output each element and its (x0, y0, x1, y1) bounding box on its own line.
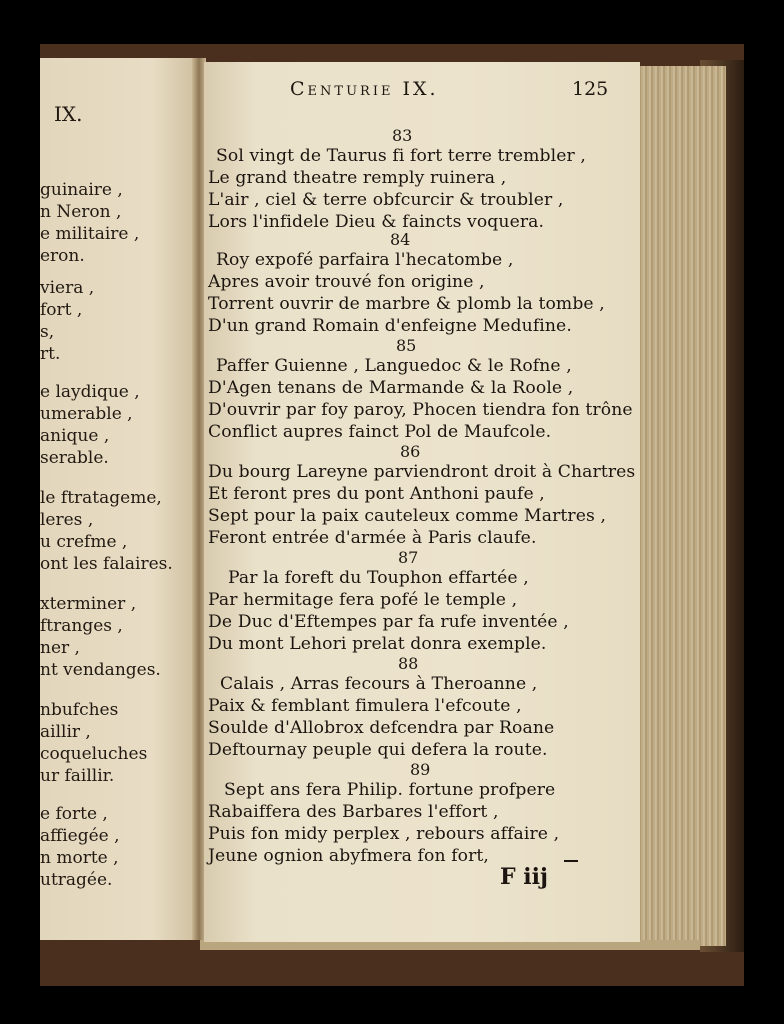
page-header (204, 76, 640, 106)
left-line: guinaire , (40, 180, 123, 200)
left-line: leres , (40, 510, 94, 530)
left-line: e militaire , (40, 224, 140, 244)
left-line: xterminer , (40, 594, 137, 614)
verse-line: Par hermitage fera pofé le temple , (208, 590, 518, 610)
left-line: u crefme , (40, 532, 128, 552)
verse-line: Sol vingt de Taurus fi fort terre trembler , (216, 146, 586, 166)
left-line: ftranges , (40, 616, 123, 636)
verse-line: Roy expofé parfaira l'hecatombe , (216, 250, 514, 270)
left-page (40, 58, 200, 940)
left-line: aillir , (40, 722, 91, 742)
quatrain-number: 87 (398, 548, 419, 567)
left-line: utragée. (40, 870, 113, 890)
verse-line: Apres avoir trouvé fon origine , (208, 272, 485, 292)
page-number: 125 (572, 78, 609, 100)
verse-line: Conflict aupres fainct Pol de Maufcole. (208, 422, 552, 442)
verse-line: Soulde d'Allobrox defcendra par Roane (208, 718, 555, 738)
quatrain-number: 86 (400, 442, 421, 461)
verse-line: Et feront pres du pont Anthoni paufe , (208, 484, 545, 504)
verse-line: L'air , ciel & terre obfcurcir & troubler , (208, 190, 564, 210)
left-line: n Neron , (40, 202, 122, 222)
verse-line: De Duc d'Eftempes par fa rufe inventée , (208, 612, 569, 632)
left-line: e laydique , (40, 382, 140, 402)
verse-line: Lors l'infidele Dieu & faincts voquera. (208, 212, 545, 232)
verse-line: Torrent ouvrir de marbre & plomb la tombe , (208, 294, 605, 314)
verse-line: Le grand theatre remply ruinera , (208, 168, 507, 188)
right-page (204, 62, 640, 942)
left-line: ur faillir. (40, 766, 115, 786)
verse-line: Paix & femblant fimulera l'efcoute , (208, 696, 522, 716)
left-line: affiegée , (40, 826, 120, 846)
verse-line: D'Agen tenans de Marmande & la Roole , (208, 378, 574, 398)
verse-line: Deftournay peuple qui defera la route. (208, 740, 548, 760)
signature-mark: F iij (500, 864, 548, 890)
quatrain-number: 84 (390, 230, 411, 249)
left-line: rt. (40, 344, 61, 364)
left-line: eron. (40, 246, 85, 266)
verse-line: Sept pour la paix cauteleux comme Martres , (208, 506, 607, 526)
verse-line: Du mont Lehori prelat donra exemple. (208, 634, 547, 654)
left-line: s, (40, 322, 55, 342)
left-line: viera , (40, 278, 95, 298)
left-line: nt vendanges. (40, 660, 161, 680)
verse-line: Feront entrée d'armée à Paris claufe. (208, 528, 537, 548)
left-line: anique , (40, 426, 110, 446)
quatrain-number: 88 (398, 654, 419, 673)
left-line: coqueluches (40, 744, 148, 764)
page-edges (636, 66, 726, 946)
left-page-heading: IX. (54, 102, 83, 126)
catchword-dash (564, 860, 578, 862)
running-title: Centurie IX. (290, 78, 439, 100)
verse-line: Sept ans fera Philip. fortune profpere (224, 780, 556, 800)
quatrain-number: 83 (392, 126, 413, 145)
verse-line: Puis fon midy perplex , rebours affaire , (208, 824, 560, 844)
left-line: le ftratageme, (40, 488, 162, 508)
verse-line: Calais , Arras fecours à Theroanne , (220, 674, 538, 694)
verse-line: Paffer Guienne , Languedoc & le Rofne , (216, 356, 572, 376)
left-line: n morte , (40, 848, 119, 868)
verse-line: Du bourg Lareyne parviendront droit à Chartres (208, 462, 636, 482)
verse-line: Par la foreft du Touphon effartée , (228, 568, 529, 588)
quatrain-number: 85 (396, 336, 417, 355)
left-line: ont les falaires. (40, 554, 173, 574)
left-line: e forte , (40, 804, 108, 824)
verse-line: D'un grand Romain d'enfeigne Medufine. (208, 316, 572, 336)
left-line: ner , (40, 638, 80, 658)
quatrain-number: 89 (410, 760, 431, 779)
verse-line: Jeune ognion abyfmera fon fort, (208, 846, 489, 866)
left-line: nbufches (40, 700, 119, 720)
verse-line: D'ouvrir par foy paroy, Phocen tiendra fon trône (208, 400, 633, 420)
left-line: fort , (40, 300, 83, 320)
verse-line: Rabaiffera des Barbares l'effort , (208, 802, 499, 822)
left-line: serable. (40, 448, 109, 468)
left-line: umerable , (40, 404, 133, 424)
